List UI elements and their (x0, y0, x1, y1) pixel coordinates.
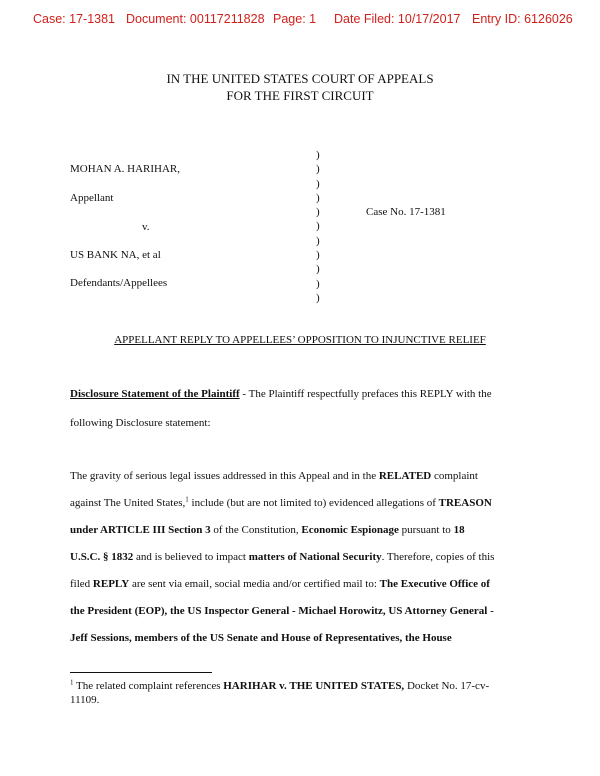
header-case: Case: 17-1381 (33, 12, 116, 26)
disclosure-label: Disclosure Statement of the Plaintiff (70, 388, 240, 400)
body-line3: under ARTICLE III Section 3 of the Constitution, Economic Espionage pursuant to 18 (70, 524, 465, 536)
footnote-line1: $^1$ The related complaint references HARIHAR v. THE UNITED STATES, Docket No. 17-cv- (70, 678, 490, 692)
footnote-line2: 11109. (70, 694, 100, 706)
appellant-name: MOHAN A. HARIHAR, (70, 163, 181, 175)
caption-parentheses: ) ) ) ) ) ) ) ) ) ) ) (316, 149, 320, 304)
appellant-role: Appellant (70, 192, 114, 204)
footnote-ref: 1 (185, 495, 189, 504)
court-title-line1: IN THE UNITED STATES COURT OF APPEALS (166, 71, 434, 86)
body-line5: filed REPLY are sent via email, social media and/or certified mail to: The Executive Office of (70, 578, 490, 590)
body-line6: the President (EOP), the US Inspector General - Michael Horowitz, US Attorney General - (70, 605, 494, 617)
body-line7: Jeff Sessions, members of the US Senate and House of Representatives, the House (70, 632, 452, 644)
footnote-divider (70, 672, 212, 673)
body-line2: against The United States,$^1$ include (but are not limited to) evidenced allegations of TREASON (70, 495, 492, 509)
versus: v. (142, 221, 150, 233)
court-title-line2: FOR THE FIRST CIRCUIT (226, 88, 374, 103)
disclosure-line2: following Disclosure statement: (70, 417, 211, 429)
disclosure-line1: Disclosure Statement of the Plaintiff - The Plaintiff respectfully prefaces this REPLY with the (70, 388, 492, 400)
header-entry-id: Entry ID: 6126026 (472, 12, 573, 26)
defendant-name: US BANK NA, et al (70, 249, 161, 261)
header-date-filed: Date Filed: 10/17/2017 (334, 12, 461, 26)
header-page: Page: 1 (273, 12, 317, 26)
case-number: Case No. 17-1381 (366, 206, 446, 218)
header-document: Document: 00117211828 (126, 12, 265, 26)
document-heading: APPELLANT REPLY TO APPELLEES’ OPPOSITION TO INJUNCTIVE RELIEF (114, 334, 486, 346)
body-line4: U.S.C. § 1832 and is believed to impact matters of National Security. Therefore, copies of this (70, 551, 495, 563)
body-line1: The gravity of serious legal issues addressed in this Appeal and in the RELATED complaint (70, 470, 478, 482)
defendant-role: Defendants/Appellees (70, 277, 168, 289)
